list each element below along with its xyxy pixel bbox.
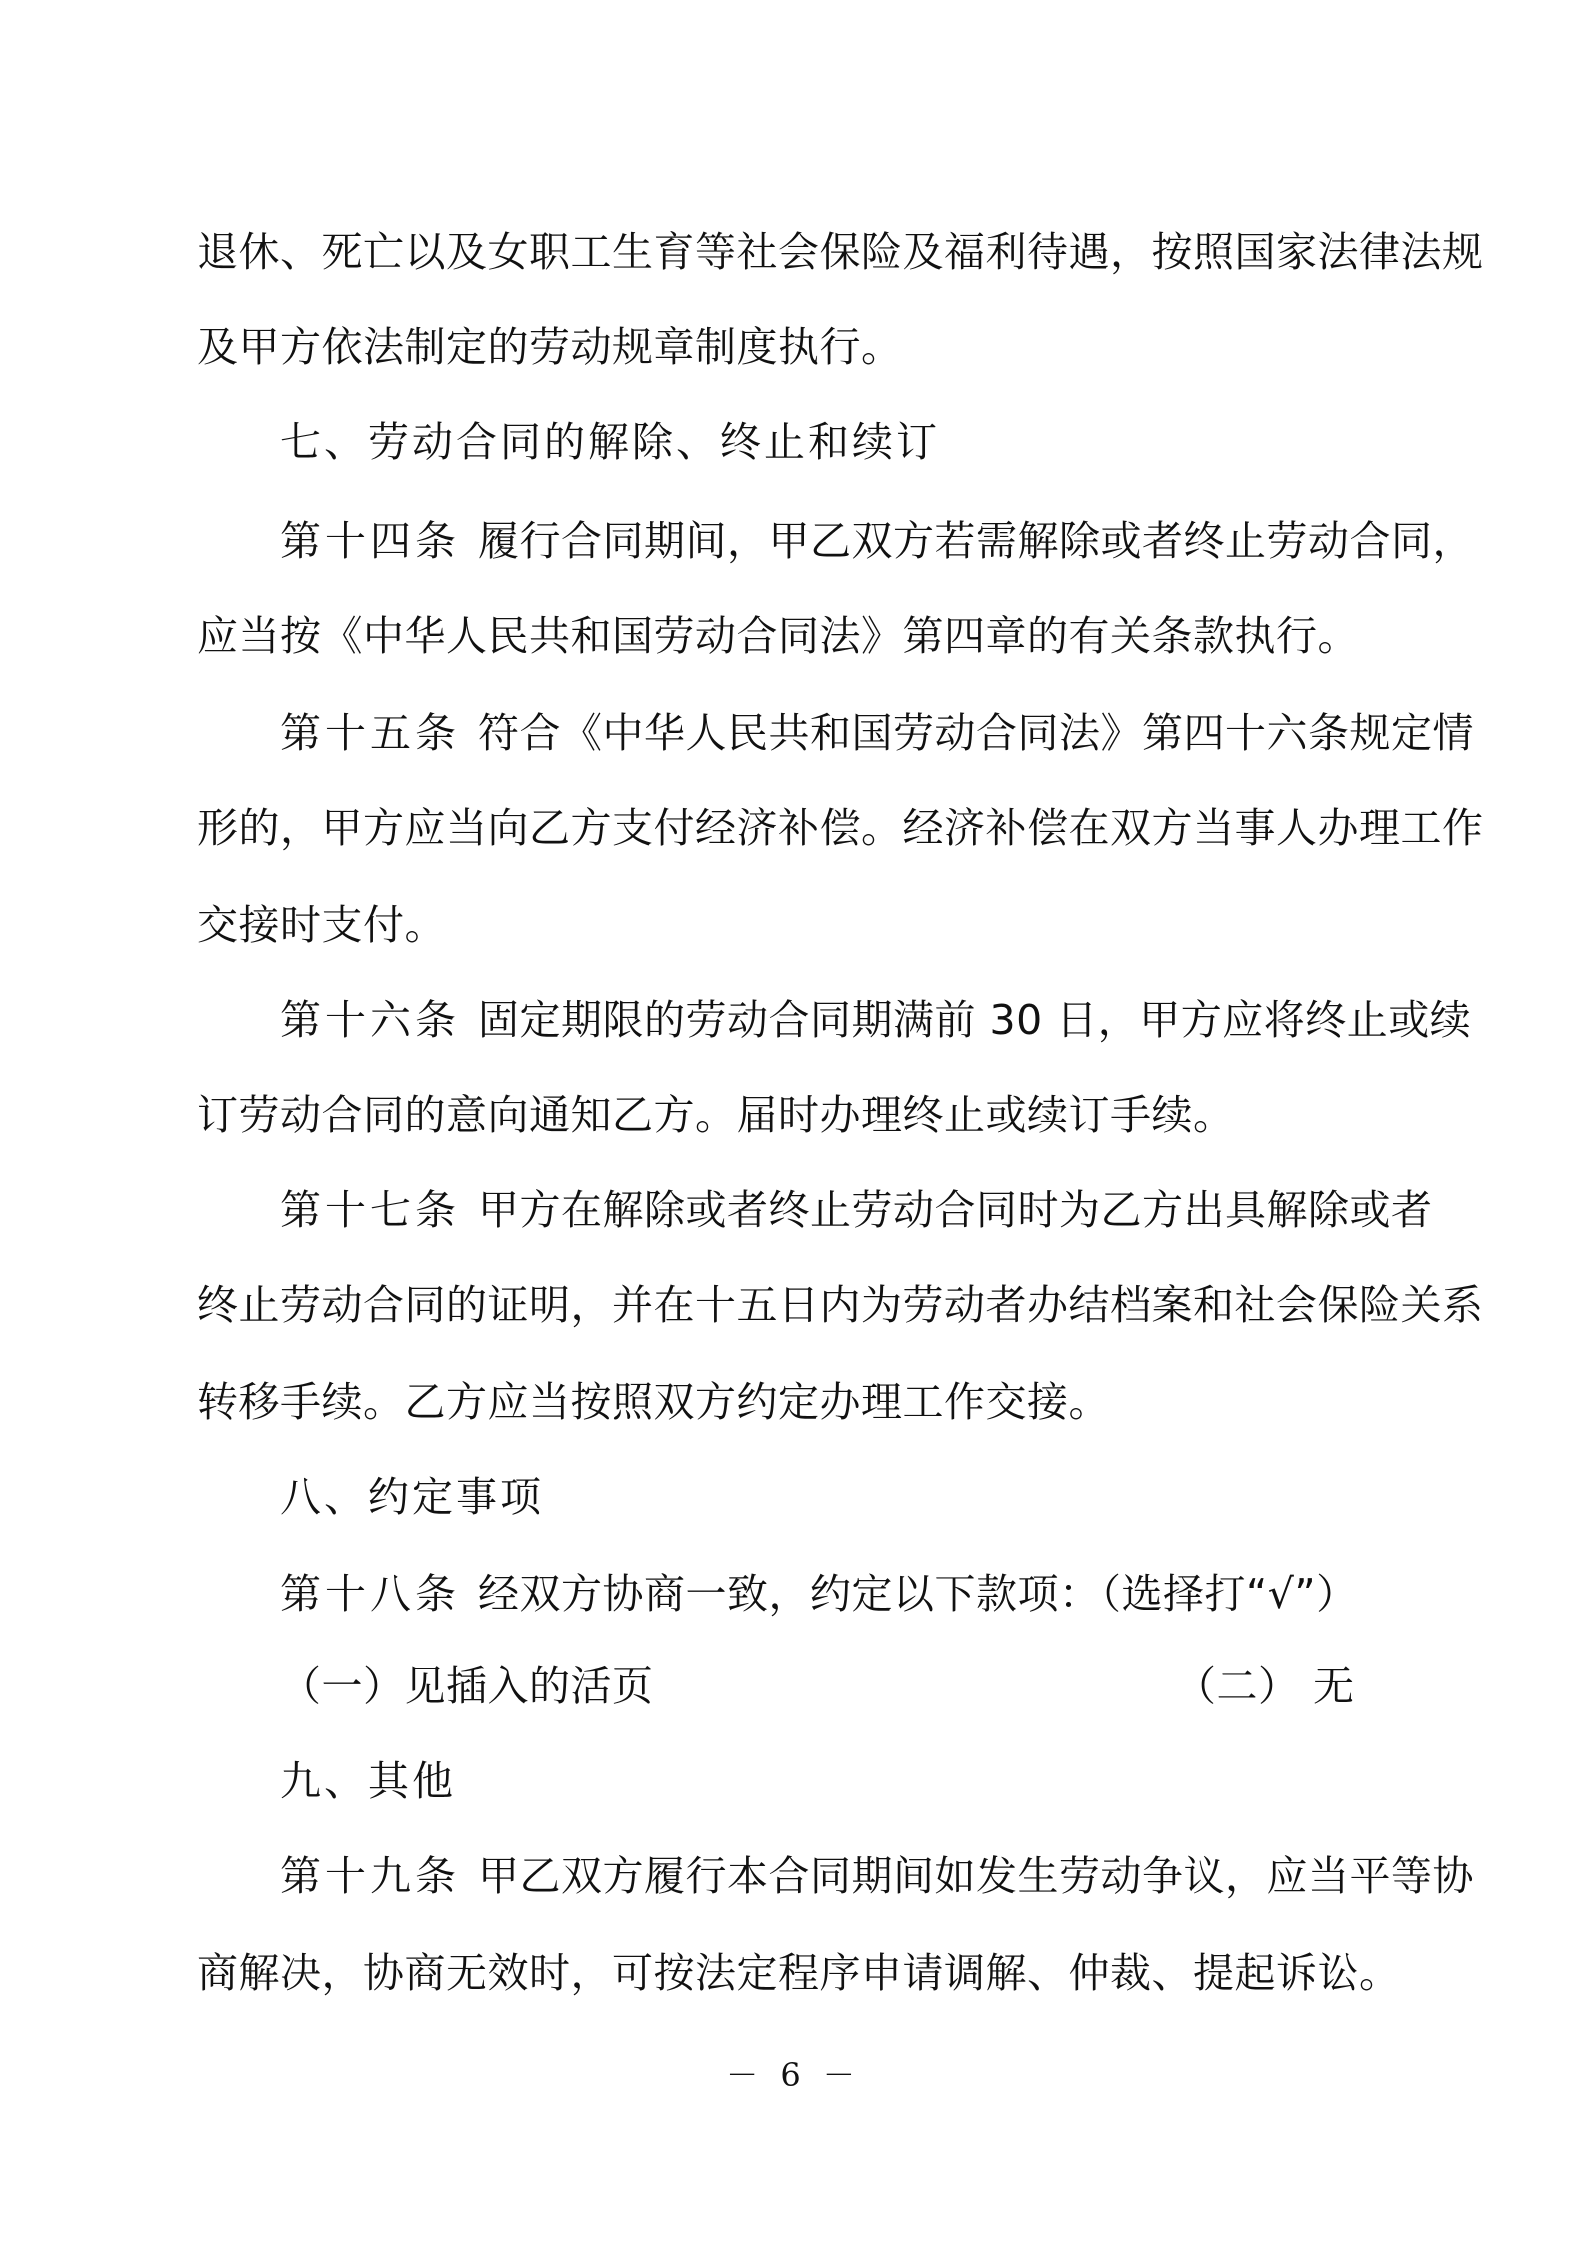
article-17	[280, 1182, 1510, 1238]
text-line: 订劳动合同的意向通知乙方。届时办理终止或续订手续。	[197, 1091, 1235, 1139]
section-heading-7: 七、劳动合同的解除、终止和续订	[280, 418, 940, 466]
article-label: 第十八条	[280, 1570, 460, 1618]
article-16	[280, 992, 1510, 1048]
option-2: （二） 无	[1175, 1662, 1355, 1710]
text-line: 商解决，协商无效时，可按法定程序申请调解、仲裁、提起诉讼。	[197, 1949, 1401, 1997]
article-text: 符合《中华人民共和国劳动合同法》第四十六条规定情	[478, 709, 1474, 757]
text-line: 退休、死亡以及女职工生育等社会保险及福利待遇，按照国家法律法规	[197, 228, 1484, 276]
text-line: 终止劳动合同的证明，并在十五日内为劳动者办结档案和社会保险关系	[197, 1281, 1484, 1329]
article-label: 第十九条	[280, 1852, 460, 1900]
section-heading-8: 八、约定事项	[280, 1473, 544, 1521]
article-14	[280, 513, 1510, 569]
text-line: 应当按《中华人民共和国劳动合同法》第四章的有关条款执行。	[197, 612, 1359, 660]
article-18	[280, 1566, 1510, 1622]
article-label: 第十四条	[280, 517, 460, 565]
article-15	[280, 705, 1510, 761]
text-line: 形的，甲方应当向乙方支付经济补偿。经济补偿在双方当事人办理工作	[197, 804, 1484, 852]
article-label: 第十五条	[280, 709, 460, 757]
article-label: 第十七条	[280, 1186, 460, 1234]
article-label: 第十六条	[280, 996, 460, 1044]
article-text: 固定期限的劳动合同期满前 30 日，甲方应将终止或续	[478, 996, 1472, 1044]
section-heading-9: 九、其他	[280, 1757, 456, 1805]
article-text: 履行合同期间，甲乙双方若需解除或者终止劳动合同，	[478, 517, 1474, 565]
text-line: 转移手续。乙方应当按照双方约定办理工作交接。	[197, 1378, 1110, 1426]
page-number: － 6 －	[726, 2056, 861, 2094]
article-text: 甲乙双方履行本合同期间如发生劳动争议，应当平等协	[478, 1852, 1474, 1900]
text-line: 及甲方依法制定的劳动规章制度执行。	[197, 323, 903, 371]
text-line: 交接时支付。	[197, 901, 446, 949]
article-19	[280, 1848, 1510, 1904]
option-1: （一）见插入的活页	[280, 1662, 654, 1710]
article-text: 甲方在解除或者终止劳动合同时为乙方出具解除或者	[478, 1186, 1433, 1234]
options-row	[280, 1658, 1420, 1714]
article-text: 经双方协商一致，约定以下款项：（选择打“√”）	[478, 1570, 1358, 1618]
